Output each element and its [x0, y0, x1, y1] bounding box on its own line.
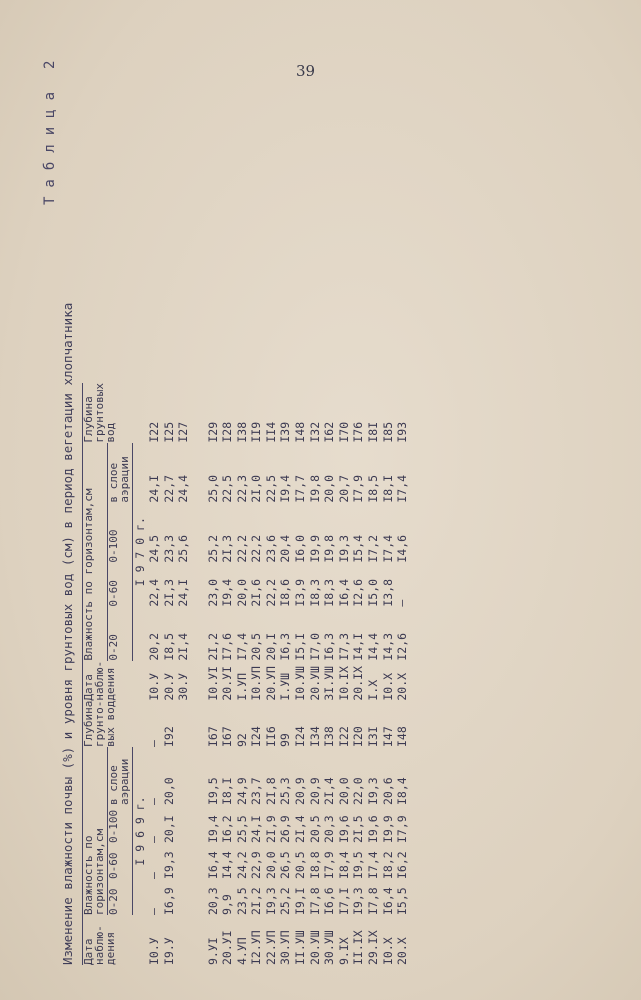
table-cell: I9.У — [161, 937, 176, 965]
table-cell: 20,9 — [307, 777, 322, 805]
table-cell: I6,4 — [336, 578, 351, 607]
table-cell: I8,4 — [336, 851, 351, 879]
table-cell: 30.УШ — [322, 930, 337, 965]
table-cell: 23,7 — [249, 777, 264, 805]
table-cell: I0.УI — [205, 666, 220, 701]
table-cell: I4,3 — [380, 632, 395, 661]
table-cell: I4,I — [351, 632, 366, 661]
table-cell: 20,0 — [234, 578, 249, 607]
table-cell: I6,4 — [380, 887, 395, 915]
header-0-20-b: 0-20 — [108, 607, 133, 661]
header-0-100: 0-100 — [108, 805, 133, 843]
table-cell: 2I,0 — [249, 474, 264, 503]
table-cell: 25,5 — [234, 815, 249, 843]
header-moisture-1969: Влажность по горизонтам,см — [83, 747, 108, 915]
table-cell: I70 — [336, 421, 351, 443]
table-cell: 4.УП — [234, 937, 249, 965]
table-cell: I25 — [161, 421, 176, 443]
table-cell: I9,6 — [336, 815, 351, 843]
table-cell: 99 — [278, 733, 293, 747]
table-cell: 22.УП — [263, 930, 278, 965]
table-row — [206, 383, 221, 965]
table-cell: 20,5 — [307, 815, 322, 843]
table-cell: 20,3 — [322, 815, 337, 843]
table-cell: I7,8 — [307, 887, 322, 915]
table-cell: 2I,4 — [176, 632, 191, 661]
table-cell: 92 — [234, 733, 249, 747]
table-cell: I9,9 — [307, 534, 322, 563]
table-cell: 20,3 — [205, 887, 220, 915]
table-cell: I7,9 — [322, 851, 337, 879]
table-cell: 25,2 — [205, 534, 220, 563]
table-row — [396, 383, 411, 965]
table-cell: I3I — [366, 726, 381, 747]
table-cell: I7,4 — [366, 851, 381, 879]
table-cell: I8,I — [380, 474, 395, 503]
table-cell: I8,8 — [307, 851, 322, 879]
table-cell: 20,I — [263, 632, 278, 661]
table-cell: 20,0 — [161, 777, 176, 805]
table-cell: I9,6 — [366, 815, 381, 843]
table-cell: I0.IX — [336, 666, 351, 701]
table-cell: 20,0 — [336, 777, 351, 805]
table-cell: I7,4 — [234, 632, 249, 661]
table-cell: 20,I — [161, 815, 176, 843]
table-cell: I8,2 — [380, 851, 395, 879]
table-cell: 20.УI — [220, 930, 235, 965]
table-cell: 25,0 — [205, 474, 220, 503]
table-cell: I6,2 — [220, 815, 235, 843]
table-cell — [177, 747, 192, 805]
table-cell: I28 — [220, 421, 235, 443]
table-row — [381, 383, 396, 965]
table-cell — [177, 701, 192, 747]
table-cell: 23,6 — [263, 534, 278, 563]
table-cell: II.IX — [351, 930, 366, 965]
table-cell: 22,9 — [249, 851, 264, 879]
table-cell: I9,5 — [205, 777, 220, 805]
table-cell: 30.У — [176, 672, 191, 701]
table-cell: 26,9 — [278, 815, 293, 843]
table-cell: I9,4 — [278, 474, 293, 503]
table-row — [367, 383, 382, 965]
table-cell — [177, 805, 192, 843]
table-row — [294, 383, 309, 965]
table-cell: I48 — [395, 726, 410, 747]
table-caption-title — [42, 61, 58, 205]
table-cell: I5,I — [293, 632, 308, 661]
table-cell: I7,9 — [351, 474, 366, 503]
table-cell: 20,4 — [278, 534, 293, 563]
table-cell: 22,2 — [263, 578, 278, 607]
table-cell: – — [147, 908, 162, 915]
table-cell: 22,2 — [249, 534, 264, 563]
table-cell: I8,6 — [278, 578, 293, 607]
table-row — [323, 383, 338, 965]
table-cell: 22,0 — [351, 777, 366, 805]
table-cell: I76 — [351, 421, 366, 443]
table-cell: 2I,9 — [263, 815, 278, 843]
table-cell: I9,8 — [322, 534, 337, 563]
year-1970: I 9 7 0 г. — [132, 517, 147, 587]
table-cell: I6,6 — [322, 887, 337, 915]
table-cell: I.УП — [234, 672, 249, 701]
table-cell: I8,5 — [161, 632, 176, 661]
table-cell: I2.УП — [249, 930, 264, 965]
table-row — [264, 383, 279, 965]
table-cell: 20,5 — [249, 632, 264, 661]
table-cell: 24,4 — [176, 474, 191, 503]
table-cell: I9,4 — [220, 578, 235, 607]
table-cell: I3,8 — [380, 578, 395, 607]
table-cell: I0.У — [147, 937, 162, 965]
table-cell: 2I,6 — [249, 578, 264, 607]
table-cell: 20,7 — [336, 474, 351, 503]
table-cell: 20.УI — [220, 666, 235, 701]
header-0-100-b: 0-100 — [108, 503, 133, 563]
table-cell: 20,6 — [380, 777, 395, 805]
table-cell: 26,5 — [278, 851, 293, 879]
table-cell: 2I,2 — [249, 887, 264, 915]
table-cell: I6,4 — [205, 851, 220, 879]
table-cell: 20,2 — [147, 632, 162, 661]
table-cell: 9.УI — [205, 937, 220, 965]
table-cell: 22,3 — [234, 474, 249, 503]
table-cell: – — [395, 599, 410, 607]
table-cell: I24 — [249, 726, 264, 747]
table-cell: 2I,5 — [351, 815, 366, 843]
table-cell: – — [147, 740, 162, 747]
table-cell: 24,2 — [234, 851, 249, 879]
table-cell: I47 — [380, 726, 395, 747]
table-cell: I62 — [322, 421, 337, 443]
table-cell: 22,2 — [234, 534, 249, 563]
table-cell: 2I,4 — [293, 815, 308, 843]
table-cell: II9 — [249, 421, 264, 443]
table-cell: I.X — [366, 679, 381, 701]
table-cell: 20,0 — [322, 474, 337, 503]
table-cell: 23,3 — [161, 534, 176, 563]
table-cell: I8I — [366, 421, 381, 443]
table-cell: 23,0 — [205, 578, 220, 607]
table-cell: 20,9 — [293, 777, 308, 805]
table-cell: I9,I — [293, 887, 308, 915]
table-cell: I92 — [161, 726, 176, 747]
table-cell: 9,9 — [220, 894, 235, 915]
table-cell: I9,3 — [366, 777, 381, 805]
table-cell: 20.У — [161, 672, 176, 701]
table-cell: I5,4 — [351, 534, 366, 563]
header-gw-depth-2: Глубина грунтовых вод — [82, 383, 117, 443]
table-row — [177, 383, 192, 965]
table-cell: – — [147, 872, 162, 879]
table-row — [148, 383, 163, 965]
table-cell: I20 — [351, 726, 366, 747]
table-cell: 22,5 — [220, 474, 235, 503]
table-cell: II4 — [263, 421, 278, 443]
table-cell: I7,I — [336, 887, 351, 915]
table-cell: – — [147, 798, 162, 805]
table-cell: I38 — [234, 421, 249, 443]
rotated-table-block — [40, 60, 630, 965]
table-cell: 20.IX — [351, 666, 366, 701]
table-cell: 2I,3 — [161, 578, 176, 607]
table-cell: I8,3 — [322, 578, 337, 607]
table-cell: I0.У — [147, 672, 162, 701]
table-cell: I9,3 — [263, 887, 278, 915]
table-cell: I8,4 — [395, 777, 410, 805]
table-cell — [177, 843, 192, 879]
header-gw-depth: Глубина грунто- вых вод — [82, 700, 117, 747]
table-cell: I8,I — [220, 777, 235, 805]
table-cell: II.УШ — [293, 930, 308, 965]
table-cell: I7,0 — [307, 632, 322, 661]
table-cell: I29 — [205, 421, 220, 443]
table-cell: I7,7 — [293, 474, 308, 503]
page-number: 39 — [296, 62, 316, 80]
table-cell: I9,3 — [161, 851, 176, 879]
table-cell: I0.УП — [249, 666, 264, 701]
table-cell: I2,6 — [395, 632, 410, 661]
table-row — [337, 383, 352, 965]
table-cell: 20.УП — [263, 666, 278, 701]
table-cell: I5,5 — [395, 887, 410, 915]
table-row — [162, 383, 177, 965]
table-cell: I6,0 — [293, 534, 308, 563]
table-cell: 24,I — [249, 815, 264, 843]
table-cell: I7,4 — [395, 474, 410, 503]
table-cell: 20.X — [395, 672, 410, 701]
table-cell: I9,3 — [336, 534, 351, 563]
table-cell: 30.УП — [278, 930, 293, 965]
table-cell: I4,6 — [395, 534, 410, 563]
table-cell: I4,4 — [220, 851, 235, 879]
table-cell: I0.X — [380, 937, 395, 965]
table-cell: 25,2 — [278, 887, 293, 915]
header-0-60: 0-60 — [108, 843, 133, 879]
table-cell: I0.УШ — [293, 666, 308, 701]
table-cell: 20,5 — [293, 851, 308, 879]
header-date: Дата наблю- дения — [82, 925, 117, 965]
table-cell: 2I,2 — [205, 632, 220, 661]
table-cell: 2I,4 — [322, 777, 337, 805]
table-cell: 20.X — [395, 937, 410, 965]
table-cell: I48 — [293, 421, 308, 443]
table-cell: I38 — [322, 726, 337, 747]
table-cell: I67 — [205, 726, 220, 747]
table-cell — [177, 915, 192, 965]
table-number: 2 — [42, 60, 58, 69]
table-cell: I24 — [293, 726, 308, 747]
table-cell: 20.УШ — [307, 930, 322, 965]
table-cell: – — [147, 836, 162, 843]
table-cell: I67 — [220, 726, 235, 747]
table-cell: I9,3 — [351, 887, 366, 915]
table-cell: I27 — [176, 421, 191, 443]
table-cell: I9,9 — [380, 815, 395, 843]
table-cell: I22 — [147, 421, 162, 443]
table-cell: I2,6 — [351, 578, 366, 607]
year-row — [133, 383, 148, 965]
table-cell: I34 — [307, 726, 322, 747]
table-cell: I0.X — [380, 672, 395, 701]
table-label: Таблица — [42, 82, 58, 205]
table-cell: 20.УШ — [307, 666, 322, 701]
table-cell: 2I,3 — [220, 534, 235, 563]
table-cell: I8,5 — [366, 474, 381, 503]
table-cell: I.УШ — [278, 672, 293, 701]
table-cell: I6,3 — [322, 632, 337, 661]
table-caption-text: Изменение влажности почвы (%) и уровня грунтовых вод (см) в период вегетации хлопчатника — [60, 302, 75, 965]
table-cell: I3,9 — [293, 578, 308, 607]
header-moisture-1970: Влажность по горизонтам,см — [83, 443, 108, 661]
table-cell: I9,5 — [351, 851, 366, 879]
header-0-20: 0-20 — [108, 879, 133, 915]
table-cell: I22 — [336, 726, 351, 747]
table-cell: I7,9 — [395, 815, 410, 843]
table-cell: 3I.УШ — [322, 666, 337, 701]
year-1969: I 9 6 9 г. — [132, 796, 147, 866]
table-row — [221, 383, 236, 965]
row-gap — [191, 383, 206, 965]
table-cell: 22,4 — [147, 578, 162, 607]
table-cell: 9.IX — [336, 937, 351, 965]
table-cell: 22,5 — [263, 474, 278, 503]
table-cell: I7,3 — [336, 632, 351, 661]
table-cell: I6,3 — [278, 632, 293, 661]
table-cell: I8,3 — [307, 578, 322, 607]
table-cell: I9,8 — [307, 474, 322, 503]
table-cell: 24,5 — [147, 534, 162, 563]
header-aeration: в слое аэрации — [108, 747, 133, 805]
table-cell: I9,4 — [205, 815, 220, 843]
table-row — [250, 383, 265, 965]
table-cell: 24,9 — [234, 777, 249, 805]
table-row — [308, 383, 323, 965]
header-0-60-b: 0-60 — [108, 563, 133, 607]
table-cell: I39 — [278, 421, 293, 443]
table-row — [352, 383, 367, 965]
table-cell: I4,4 — [366, 632, 381, 661]
table-cell: I7,4 — [380, 534, 395, 563]
table-cell: I7,8 — [366, 887, 381, 915]
table-cell: 24,I — [147, 474, 162, 503]
table-cell: 25,3 — [278, 777, 293, 805]
table-cell: 23,5 — [234, 887, 249, 915]
table-row — [235, 383, 250, 965]
header-date-2: Дата наблю- дения — [82, 660, 117, 701]
table-cell — [177, 879, 192, 915]
table-cell: 29.IX — [366, 930, 381, 965]
table-cell: 22,7 — [161, 474, 176, 503]
table-cell: I7,2 — [366, 534, 381, 563]
table-cell: I5,0 — [366, 578, 381, 607]
table-cell: 20,0 — [263, 851, 278, 879]
table-cell: 24,I — [176, 578, 191, 607]
table-cell: I85 — [380, 421, 395, 443]
header-aeration-b: в слое аэрации — [108, 443, 133, 503]
table-cell: I93 — [395, 421, 410, 443]
table-cell: I7,6 — [220, 632, 235, 661]
table-cell: 2I,8 — [263, 777, 278, 805]
data-table — [82, 383, 410, 965]
table-cell: 25,6 — [176, 534, 191, 563]
table-cell: I32 — [307, 421, 322, 443]
table-cell: I6,9 — [161, 887, 176, 915]
table-row — [279, 383, 294, 965]
table-cell: II6 — [263, 726, 278, 747]
table-cell: I6,2 — [395, 851, 410, 879]
